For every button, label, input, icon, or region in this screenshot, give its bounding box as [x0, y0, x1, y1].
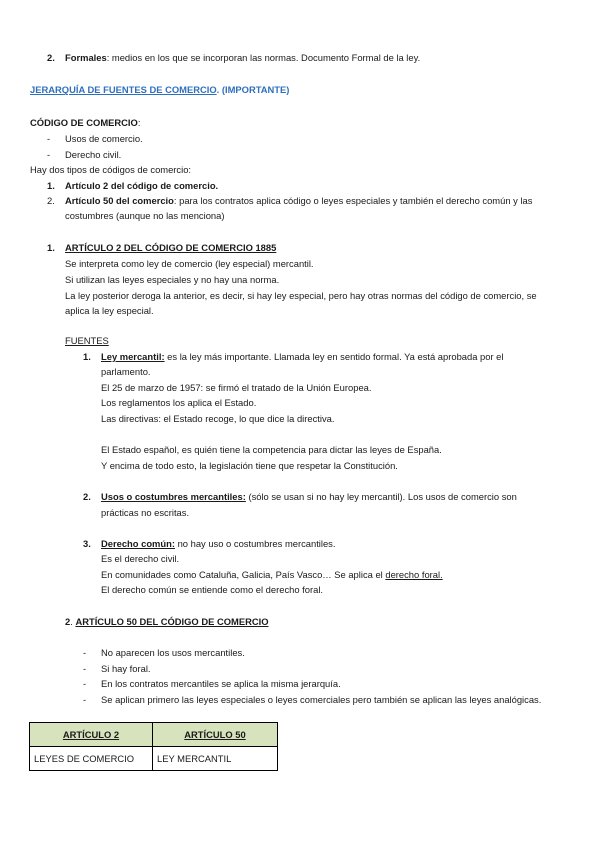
codigo-title-suffix: : [137, 117, 141, 128]
intro-item-term: Formales [65, 52, 107, 63]
art2-line: aplica la ley especial. [65, 305, 154, 316]
fuente-term: Derecho común: [101, 538, 175, 549]
fuente-item [101, 538, 335, 550]
art50-title: ARTÍCULO 50 DEL CÓDIGO DE COMERCIO [75, 616, 269, 627]
art50-item: No aparecen los usos mercantiles. [101, 647, 245, 658]
tipo-item-bold: Artículo 50 del comercio [65, 195, 174, 206]
intro-item [65, 52, 420, 64]
fuente-item [101, 491, 517, 503]
fuente-number: 2. [83, 491, 91, 502]
derecho-foral-link[interactable]: derecho foral. [385, 569, 443, 580]
tipos-intro: Hay dos tipos de códigos de comercio: [30, 164, 192, 175]
dash-bullet: - [47, 133, 51, 144]
fuente-line-text: En comunidades como Cataluña, Galicia, País Vasco… Se aplica el [101, 569, 386, 580]
tipo-number: 2. [47, 195, 55, 206]
table-header-cell: ARTÍCULO 2 [30, 723, 153, 747]
dash-bullet: - [83, 678, 87, 689]
art50-item: En los contratos mercantiles se aplica la misma jerarquía. [101, 678, 341, 689]
dash-bullet: - [83, 647, 87, 658]
fuente-line: Las directivas: el Estado recoge, lo que dice la directiva. [101, 413, 335, 424]
dash-bullet: - [83, 694, 87, 705]
fuente-number: 3. [83, 538, 91, 549]
table-cell: LEY MERCANTIL [153, 747, 278, 771]
fuente-line: El Estado español, es quién tiene la competencia para dictar las leyes de España. [101, 444, 442, 455]
table-header-row [30, 723, 278, 747]
table-row [30, 747, 278, 771]
intro-item-text: : medios en los que se incorporan las normas. Documento Formal de la ley. [106, 52, 421, 63]
fuente-line: Es el derecho civil. [101, 553, 180, 564]
tipo-item [65, 195, 532, 207]
fuente-line: El derecho común se entiende como el derecho foral. [101, 584, 324, 595]
art2-line: La ley posterior deroga la anterior, es decir, si hay ley especial, pero hay otras normas del código de comercio, se [65, 290, 537, 301]
fuente-line: parlamento. [101, 366, 151, 377]
dash-bullet: - [83, 663, 87, 674]
codigo-title [30, 117, 140, 129]
codigo-title-text: CÓDIGO DE COMERCIO [30, 117, 138, 128]
codigo-item: Usos de comercio. [65, 133, 143, 144]
art50-heading [65, 616, 269, 628]
art2-title: ARTÍCULO 2 DEL CÓDIGO DE COMERCIO 1885 [65, 242, 277, 253]
art2-line: Si utilizan las leyes especiales y no hay una norma. [65, 274, 280, 285]
art2-line: Se interpreta como ley de comercio (ley especial) mercantil. [65, 258, 314, 269]
fuente-text: (sólo se usan si no hay ley mercantil). Los usos de comercio son [245, 491, 517, 502]
tipo-number: 1. [47, 180, 55, 191]
fuente-term: Ley mercantil: [101, 351, 165, 362]
art50-item: Se aplican primero las leyes especiales o leyes comerciales pero también se aplican las leyes analógicas. [101, 694, 542, 705]
art50-item: Si hay foral. [101, 663, 151, 674]
tipo-item: Artículo 2 del código de comercio. [65, 180, 219, 191]
fuente-line: Y encima de todo esto, la legislación tiene que respetar la Constitución. [101, 460, 398, 471]
tipo-item-continuation: costumbres (aunque no las menciona) [65, 210, 225, 221]
fuente-line: Los reglamentos los aplica el Estado. [101, 397, 257, 408]
fuente-text: no hay uso o costumbres mercantiles. [174, 538, 336, 549]
table-cell: LEYES DE COMERCIO [30, 747, 153, 771]
art2-number: 1. [47, 242, 55, 253]
table-header-cell: ARTÍCULO 50 [153, 723, 278, 747]
fuente-term: Usos o costumbres mercantiles: [101, 491, 246, 502]
art50-sep: . [70, 616, 76, 627]
fuente-item [101, 351, 503, 363]
fuente-line: El 25 de marzo de 1957: se firmó el tratado de la Unión Europea. [101, 382, 372, 393]
fuente-line: prácticas no escritas. [101, 507, 190, 518]
section-heading [30, 84, 289, 96]
comparison-table [29, 722, 278, 771]
fuentes-title: FUENTES [65, 335, 109, 346]
tipo-item-text: : para los contratos aplica código o leyes especiales y también el derecho común y las [173, 195, 533, 206]
dash-bullet: - [47, 149, 51, 160]
codigo-item: Derecho civil. [65, 149, 122, 160]
intro-item-number: 2. [47, 52, 55, 63]
art50-number: 2 [65, 616, 71, 627]
heading-suffix: . (IMPORTANTE) [216, 84, 290, 95]
heading-link[interactable]: JERARQUÍA DE FUENTES DE COMERCIO [30, 84, 217, 95]
fuente-line-with-link [101, 569, 443, 581]
fuente-number: 1. [83, 351, 91, 362]
fuente-text: es la ley más importante. Llamada ley en sentido formal. Ya está aprobada por el [164, 351, 504, 362]
